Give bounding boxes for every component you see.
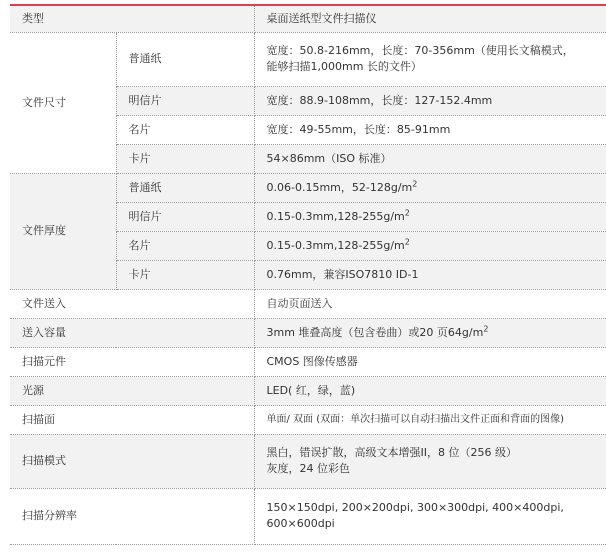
capacity-label: 送入容量 xyxy=(10,318,254,347)
doc-thickness-card-value: 0.76mm，兼容ISO7810 ID-1 xyxy=(254,260,606,289)
mode-line-2: 灰度，24 位彩色 xyxy=(266,462,350,475)
doc-thickness-postcard-label: 明信片 xyxy=(116,202,254,231)
resolution-value xyxy=(254,488,606,544)
table-row xyxy=(10,488,606,544)
doc-thickness-postcard-text: 0.15-0.3mm,128-255g/m xyxy=(266,209,405,223)
type-value: 桌面送纸型文件扫描仪 xyxy=(254,5,606,32)
doc-thickness-namecard-label: 名片 xyxy=(116,231,254,260)
element-label: 扫描元件 xyxy=(10,347,254,376)
doc-size-card-value: 54×86mm（ISO 标准） xyxy=(254,144,606,173)
doc-size-postcard-value: 宽度：88.9-108mm，长度：127-152.4mm xyxy=(254,86,606,115)
table-row xyxy=(10,376,606,405)
doc-thickness-card-label: 卡片 xyxy=(116,260,254,289)
doc-thickness-postcard-value xyxy=(254,202,606,231)
superscript: 2 xyxy=(412,178,418,188)
type-label: 类型 xyxy=(10,5,254,32)
table-row xyxy=(10,347,606,376)
doc-size-plain-line-2: 能够扫描1,000mm 长的文件） xyxy=(266,60,422,73)
table-row xyxy=(10,405,606,434)
doc-size-label: 文件尺寸 xyxy=(10,32,116,173)
table-row xyxy=(10,318,606,347)
doc-thickness-plain-value xyxy=(254,173,606,202)
mode-line-1: 黑白，错误扩散，高级文本增强II，8 位（256 级） xyxy=(266,446,517,459)
doc-size-postcard-label: 明信片 xyxy=(116,86,254,115)
superscript: 2 xyxy=(404,236,410,246)
element-value: CMOS 图像传感器 xyxy=(254,347,606,376)
table-row xyxy=(10,32,606,86)
side-label: 扫描面 xyxy=(10,405,254,434)
resolution-line-1: 150×150dpi, 200×200dpi, 300×300dpi, 400×400dpi, xyxy=(266,501,564,514)
table-row-header xyxy=(10,5,606,32)
resolution-label: 扫描分辨率 xyxy=(10,488,254,544)
doc-size-namecard-value: 宽度：49-55mm，长度：85-91mm xyxy=(254,115,606,144)
resolution-line-2: 600×600dpi xyxy=(266,517,335,530)
doc-thickness-namecard-text: 0.15-0.3mm,128-255g/m xyxy=(266,238,405,252)
doc-size-card-label: 卡片 xyxy=(116,144,254,173)
table-row xyxy=(10,289,606,318)
mode-value xyxy=(254,434,606,488)
superscript: 2 xyxy=(404,207,410,217)
feed-label: 文件送入 xyxy=(10,289,254,318)
side-value: 单面/ 双面 (双面：单次扫描可以自动扫描出文件正面和背面的图像) xyxy=(254,405,606,434)
doc-thickness-plain-text: 0.06-0.15mm，52-128g/m xyxy=(266,180,413,194)
doc-thickness-namecard-value xyxy=(254,231,606,260)
doc-size-plain-label: 普通纸 xyxy=(116,32,254,86)
superscript: 2 xyxy=(483,323,489,333)
doc-thickness-label: 文件厚度 xyxy=(10,173,116,289)
spec-table xyxy=(10,4,606,545)
doc-size-plain-line-1: 宽度：50.8-216mm，长度：70-356mm（使用长文稿模式， xyxy=(266,44,574,57)
light-label: 光源 xyxy=(10,376,254,405)
mode-label: 扫描模式 xyxy=(10,434,254,488)
light-value: LED( 红，绿，蓝) xyxy=(254,376,606,405)
doc-size-namecard-label: 名片 xyxy=(116,115,254,144)
feed-value: 自动页面送入 xyxy=(254,289,606,318)
capacity-value xyxy=(254,318,606,347)
table-row xyxy=(10,173,606,202)
capacity-text: 3mm 堆叠高度（包含卷曲）或20 页64g/m xyxy=(266,325,484,339)
doc-size-plain-value xyxy=(254,32,606,86)
doc-thickness-plain-label: 普通纸 xyxy=(116,173,254,202)
table-row xyxy=(10,434,606,488)
